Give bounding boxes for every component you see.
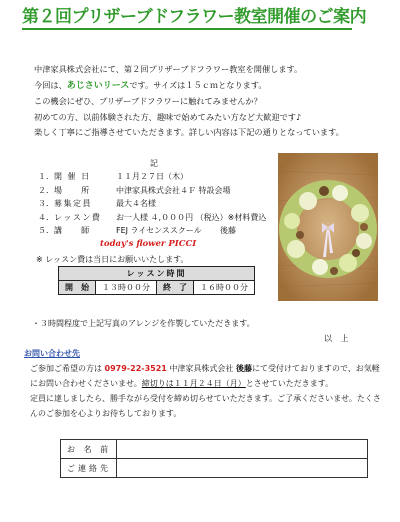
contact-label: ご連絡先	[61, 459, 117, 478]
contact-paragraph	[30, 361, 385, 391]
detail-value: FEJ ライセンススクール	[116, 226, 202, 235]
detail-label: 講 師	[54, 226, 91, 235]
phone-number[interactable]: 0979-22-3521	[104, 364, 167, 373]
company-name: 中津家具株式会社	[169, 364, 234, 373]
name-label: お 名 前	[61, 440, 117, 459]
lesson-time-table	[58, 266, 255, 295]
contact-text-segment: にて受付けておりますので、お気軽にお問い合わせくださいませ。	[30, 364, 380, 388]
table-row	[61, 459, 368, 478]
detail-value: 中津家具株式会社４Ｆ 特設会場	[116, 185, 231, 195]
intro-text	[34, 62, 374, 141]
name-field[interactable]	[117, 440, 368, 459]
applicant-form	[60, 439, 368, 478]
duration-note: ・３時間程度で上記写真のアレンジを作製していただきます。	[32, 319, 255, 328]
contact-person: 後藤	[235, 364, 252, 373]
detail-label: 募集定員	[54, 199, 92, 208]
intro-text-segment: 今回は、	[34, 79, 67, 90]
event-details	[38, 170, 298, 238]
intro-line	[34, 78, 374, 95]
intro-line: この機会にぜひ、プリザーブドフラワーに触れてみませんか？	[34, 96, 262, 106]
intro-text-segment: です。サイズは１５ｃｍとなります。	[129, 79, 267, 90]
detail-number: １．	[38, 172, 54, 181]
brand-name: today's flower PICCI	[100, 239, 197, 249]
page-title: 第２回プリザーブドフラワー教室開催のご案内	[22, 6, 352, 30]
intro-line: 楽しく丁寧にご指導させていただきます。詳しい内容は下記の通りとなっています。	[34, 127, 344, 137]
detail-label: 場 所	[54, 185, 91, 195]
contact-field[interactable]	[117, 459, 368, 478]
detail-row	[38, 184, 298, 198]
lesson-time-header: レッスン時間	[59, 267, 255, 281]
detail-row	[38, 197, 298, 211]
table-row	[59, 267, 255, 281]
detail-value: お一人様 ４,０００円 （税込）※材料費込	[116, 212, 267, 222]
detail-row	[38, 211, 298, 225]
end-label: 終 了	[157, 281, 194, 295]
closing-mark: 以 上	[324, 334, 352, 343]
detail-number: ３．	[38, 199, 54, 208]
detail-number: ４．	[38, 212, 54, 222]
detail-row	[38, 170, 298, 184]
instructor-name: 後藤	[220, 226, 236, 235]
detail-value: 最大４名様	[116, 199, 156, 208]
detail-number: ５．	[38, 226, 54, 235]
hydrangea-wreath-photo	[278, 153, 378, 301]
contact-text-segment: ご参加ご希望の方は	[30, 364, 102, 373]
contact-text	[30, 361, 385, 421]
detail-label: 開 催 日	[54, 172, 91, 181]
detail-value: １１月２７日（木）	[116, 172, 188, 181]
contact-heading: お問い合わせ先	[24, 349, 80, 358]
detail-number: ２．	[38, 185, 54, 195]
start-time: １３時００分	[96, 281, 157, 295]
intro-line: 中津家具株式会社にて、第２回プリザーブドフラワー教室を開催します。	[34, 64, 303, 74]
end-time: １６時００分	[194, 281, 255, 295]
detail-row	[38, 224, 298, 238]
deadline: 締切りは１１月２４日（月）	[141, 379, 246, 388]
table-row	[59, 281, 255, 295]
fee-note: ※ レッスン費は当日にお願いいたします。	[36, 255, 189, 264]
theme-highlight: あじさいリース	[66, 80, 130, 91]
contact-paragraph: 定員に達しましたら、勝手ながら受付を締め切らせていただきます。ご了承くださいませ。たくさんのご参加を心よりお待ちしております。	[30, 394, 381, 418]
start-label: 開 始	[59, 281, 96, 295]
table-row	[61, 440, 368, 459]
detail-label: レッスン費	[54, 212, 102, 222]
contact-text-segment: とさせていただきます。	[245, 379, 334, 388]
intro-line: 初めての方、以前体験された方、趣味で始めてみたい方など大歓迎です♪	[34, 111, 302, 122]
ki-heading: 記	[150, 159, 158, 168]
